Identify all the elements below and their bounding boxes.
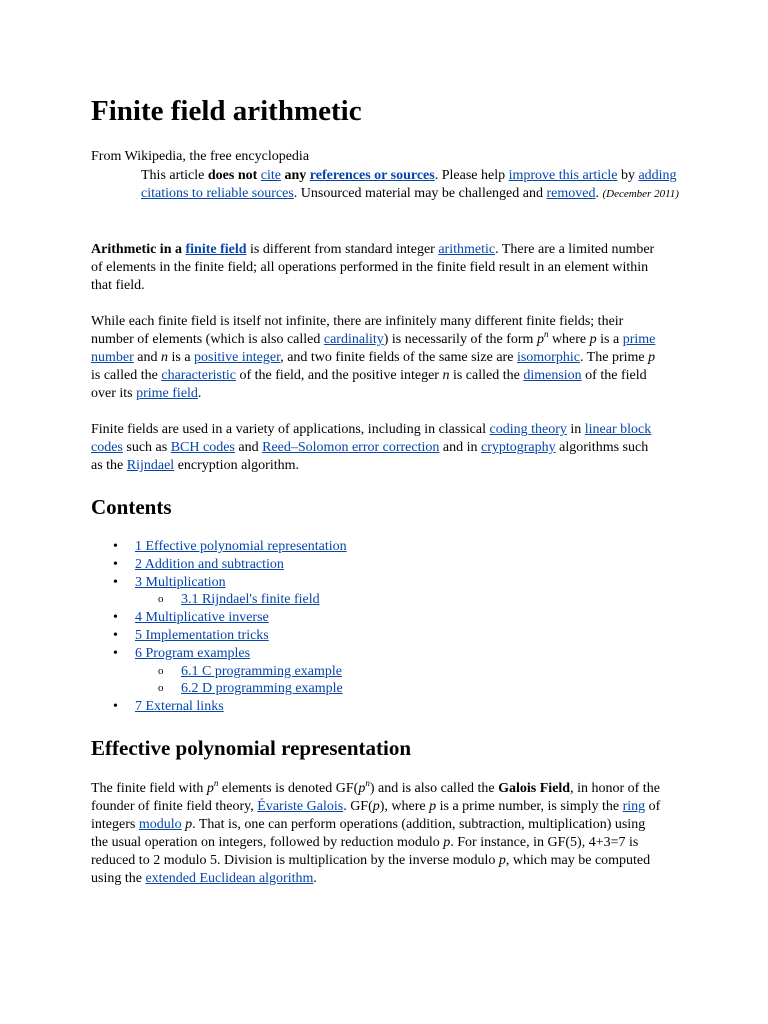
contents-heading: Contents (91, 495, 172, 519)
link-characteristic[interactable]: characteristic (161, 368, 236, 383)
bullet-icon: • (113, 645, 118, 661)
toc-link-multiplicative-inverse[interactable]: 4 Multiplicative inverse (135, 610, 269, 626)
notice-text: This article (141, 168, 208, 183)
toc-link-multiplication[interactable]: 3 Multiplication (135, 574, 226, 590)
link-adding-citations[interactable]: adding citations to reliable sources (141, 168, 677, 201)
bullet-icon: • (113, 539, 118, 554)
intro-paragraph: Arithmetic in a finite field is different from standard integer arithmetic. There are a limited number of elements in the finite field; all operations performed in the finite field result in an element within that field. (91, 242, 655, 293)
link-evariste-galois[interactable]: Évariste Galois (257, 799, 344, 814)
link-dimension[interactable]: dimension (523, 368, 582, 383)
link-arithmetic[interactable]: arithmetic (438, 242, 496, 257)
bullet-icon: • (113, 610, 118, 626)
bullet-icon: • (113, 627, 118, 643)
link-modulo[interactable]: modulo (138, 817, 182, 832)
bullet-icon: • (113, 574, 118, 590)
link-bch-codes[interactable]: BCH codes (170, 440, 235, 455)
galois-field-term: Galois Field (498, 781, 571, 796)
toc-link-addition-subtraction[interactable]: 2 Addition and subtraction (135, 556, 284, 572)
link-cite[interactable]: cite (260, 168, 281, 183)
link-rijndael[interactable]: Rijndael (126, 458, 175, 473)
toc-item (91, 574, 347, 592)
bullet-icon: • (113, 556, 118, 572)
circle-bullet-icon: o (158, 593, 164, 606)
toc-link-c-example[interactable]: 6.1 C programming example (181, 663, 342, 679)
link-prime-field[interactable]: prime field (136, 386, 198, 401)
notice-date: (December 2011) (602, 188, 679, 200)
toc-subitem (91, 680, 347, 698)
applications-paragraph: Finite fields are used in a variety of applications, including in classical coding theory in linear block codes such as BCH codes and Reed–Solomon error correction and in cryptography algorithms such as the Rijndael encryption algorithm. (91, 422, 652, 473)
toc-link-external-links[interactable]: 7 External links (135, 699, 224, 715)
galois-paragraph: The finite field with $p^n$ elements is denoted $GF(p^n)$ and is also called the Galois Field, in honor of the founder of finite field theory, Évariste Galois. GF(p), where p is a prime number, is simply the ring of integers modulo p. That is, one can perform operations (addition, subtraction, multiplication) using the usual operation on integers, followed by reduction modulo p. For instance, in GF(5), 4+3=7 is reduced to 2 modulo 5. Division is multiplication by the inverse modulo p, which may be computed using the extended Euclidean algorithm. (91, 778, 661, 886)
link-positive-integer[interactable]: positive integer (194, 350, 281, 365)
tagline: From Wikipedia, the free encyclopedia (91, 149, 310, 164)
toc-link-implementation-tricks[interactable]: 5 Implementation tricks (135, 627, 269, 643)
toc-link-effective-polynomial[interactable]: 1 Effective polynomial representation (135, 539, 347, 554)
toc-link-program-examples[interactable]: 6 Program examples (135, 645, 251, 661)
circle-bullet-icon: o (158, 664, 164, 677)
toc-item (91, 645, 347, 663)
link-extended-euclidean[interactable]: extended Euclidean algorithm (145, 871, 314, 886)
link-cryptography[interactable]: cryptography (481, 440, 556, 455)
link-ring[interactable]: ring (622, 799, 646, 814)
link-coding-theory[interactable]: coding theory (489, 422, 567, 437)
toc-subitem (91, 591, 347, 609)
notice-emphasis: does not (207, 168, 258, 183)
link-isomorphic[interactable]: isomorphic (516, 350, 580, 365)
toc-item (91, 556, 347, 574)
link-finite-field[interactable]: finite field (185, 242, 247, 257)
toc-item (91, 538, 347, 556)
link-removed[interactable]: removed (546, 186, 596, 201)
page-title: Finite field arithmetic (91, 95, 362, 127)
unreferenced-notice: This article does not cite any references or sources. Please help improve this article by adding citations to reliable sources. Unsourced material may be challenged and removed. (December 2011) (141, 168, 679, 201)
fields-paragraph: While each finite field is itself not infinite, there are infinitely many different finite fields; their number of elements (which is also called cardinality) is necessarily of the form $p^n$ where p is a prime number and n is a positive integer, and two finite fields of the same size are isomorphic. The prime p is called the characteristic of the field, and the positive integer n is called the dimension of the field over its prime field. (91, 314, 656, 401)
notice-emphasis-any: any (284, 168, 307, 183)
bullet-icon: • (113, 699, 118, 715)
link-linear-block-codes[interactable]: linear block codes (91, 422, 652, 455)
toc-item (91, 627, 347, 645)
toc-link-d-example[interactable]: 6.2 D programming example (181, 681, 343, 697)
link-cardinality[interactable]: cardinality (323, 332, 384, 347)
toc-link-rijndael-field[interactable]: 3.1 Rijndael's finite field (181, 592, 320, 608)
link-reed-solomon[interactable]: Reed–Solomon error correction (262, 440, 440, 455)
link-references-or-sources[interactable]: references or sources (309, 168, 435, 183)
link-improve-this-article[interactable]: improve this article (508, 168, 618, 183)
circle-bullet-icon: o (158, 682, 164, 695)
toc-item (91, 698, 347, 716)
section-heading-effective-polynomial: Effective polynomial representation (91, 736, 412, 760)
toc-item (91, 609, 347, 627)
toc-subitem (91, 663, 347, 681)
link-prime-number[interactable]: prime number (91, 332, 656, 365)
table-of-contents (91, 538, 347, 716)
